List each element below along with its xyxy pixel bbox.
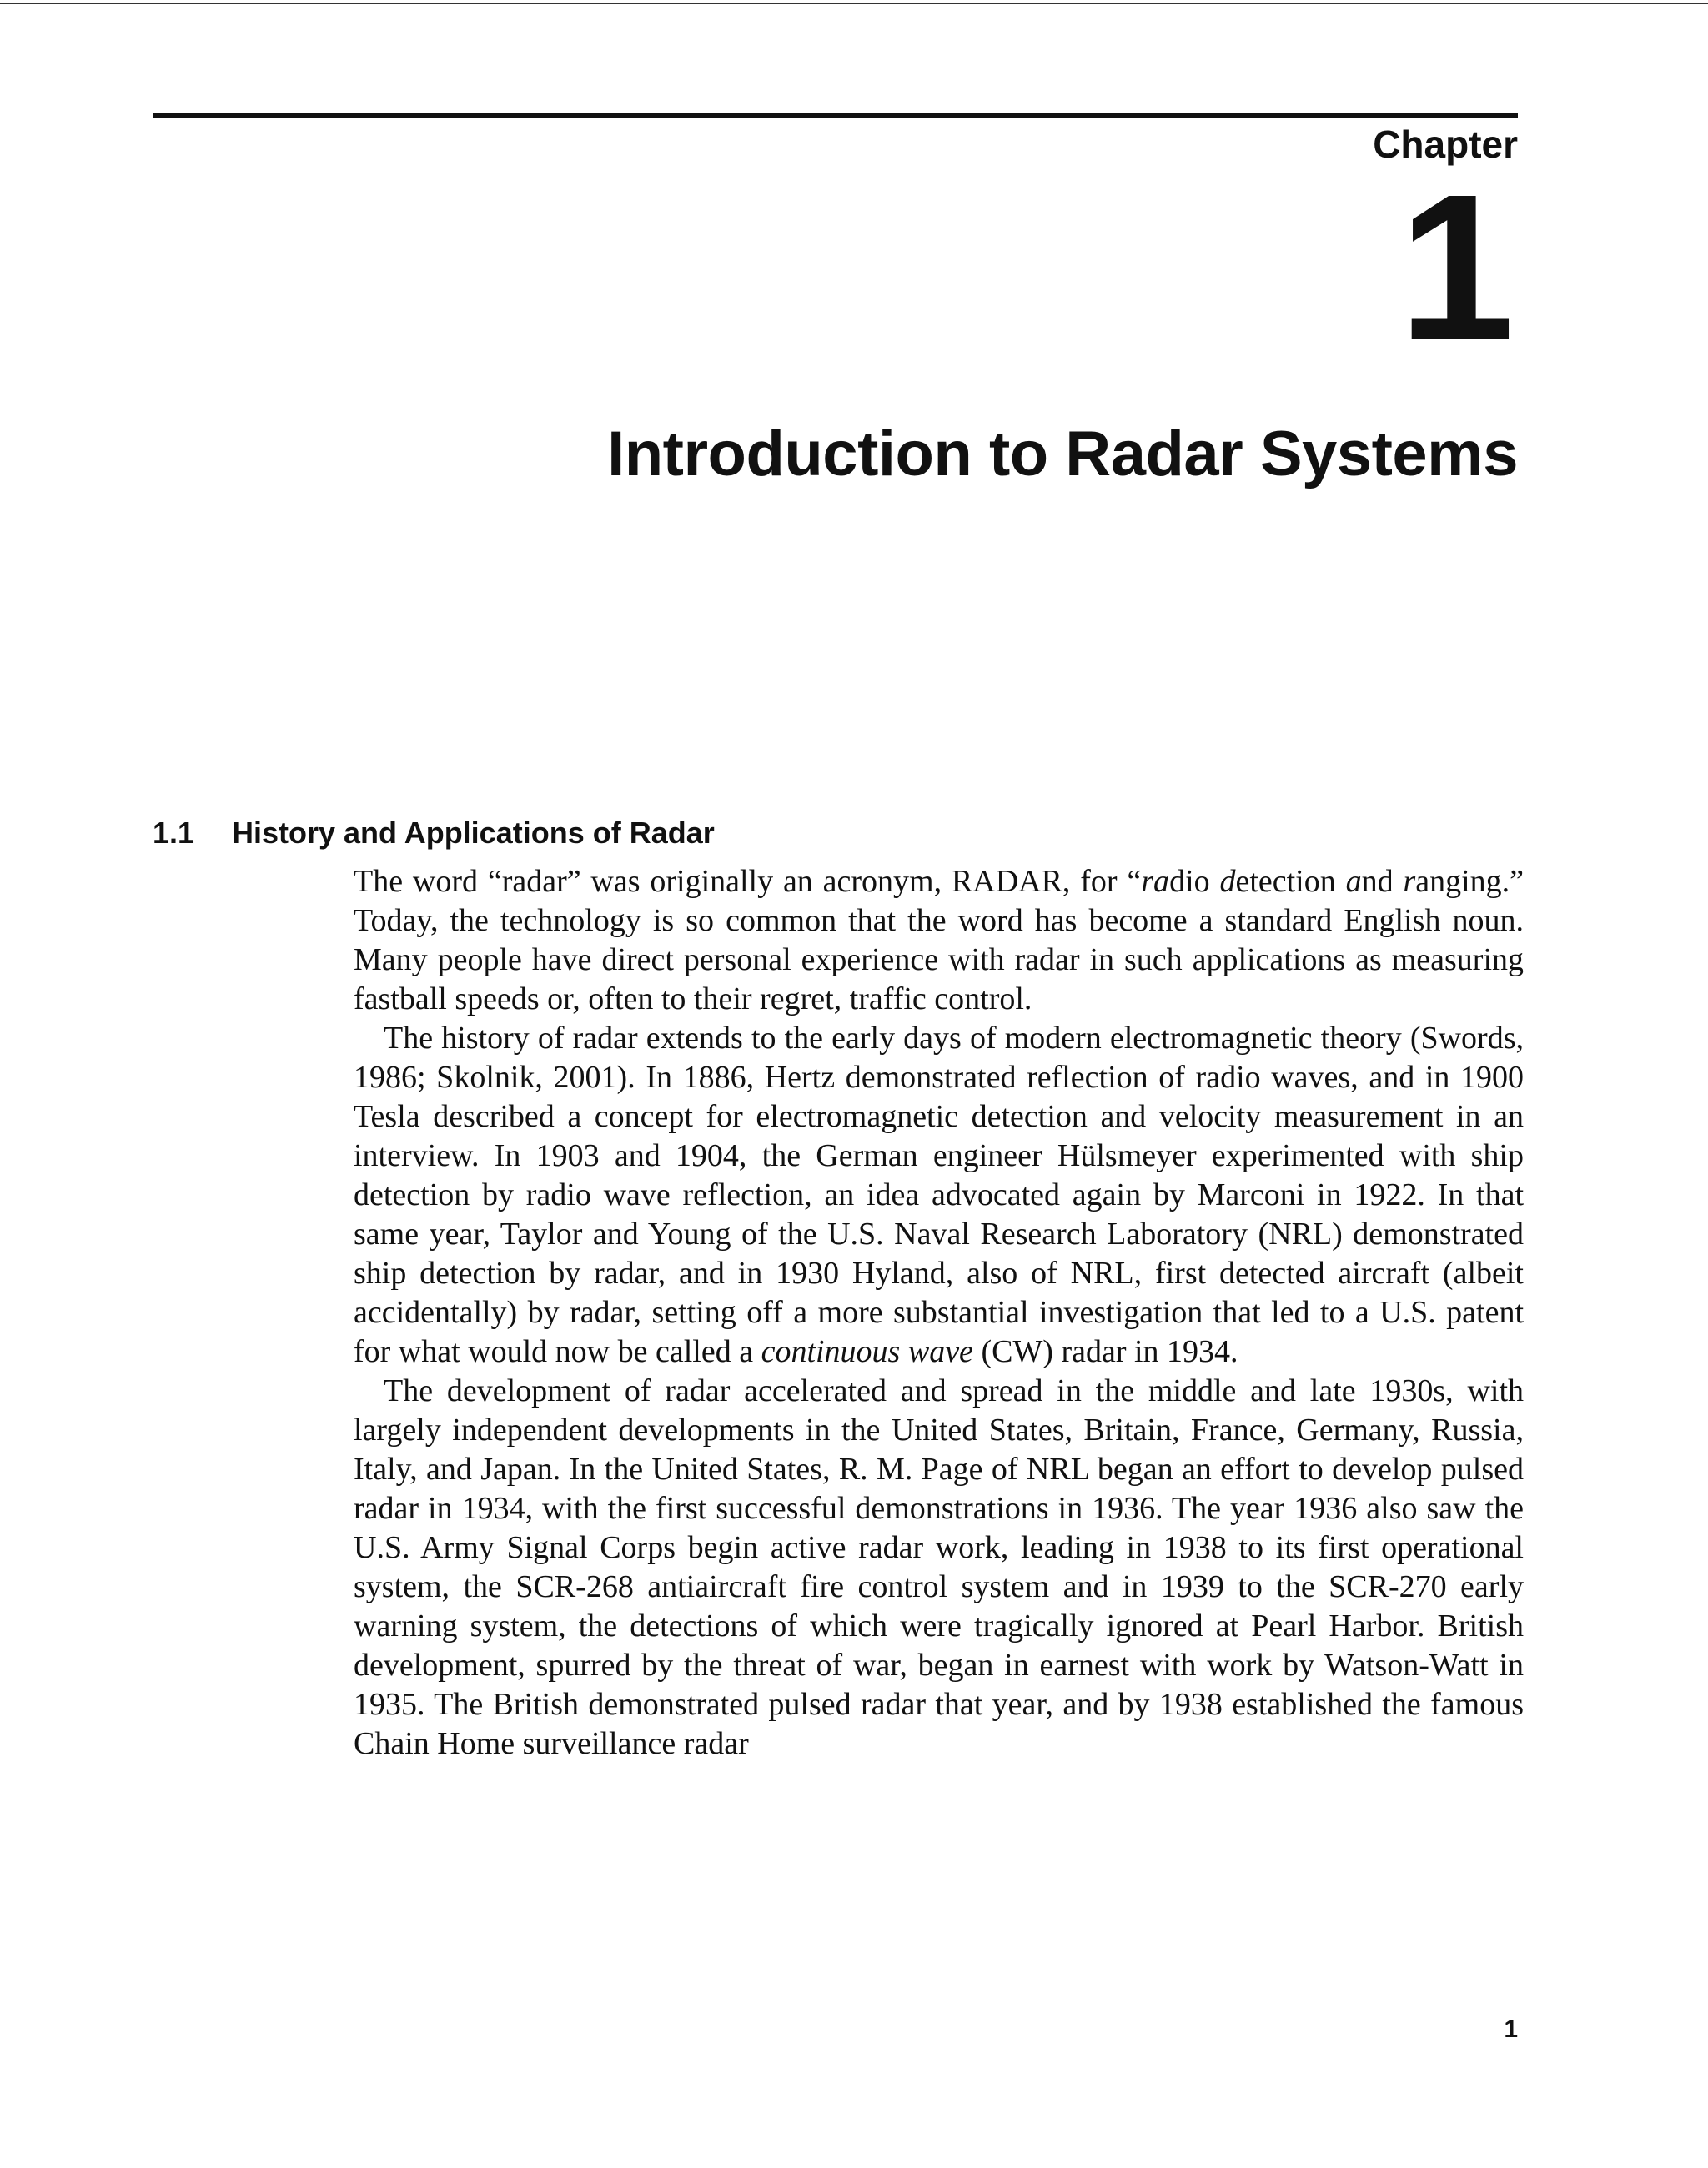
scan-border-line [0,3,1708,4]
section-title: History and Applications of Radar [232,816,715,850]
paragraph-1 [354,862,1524,1019]
paragraph-2 [354,1019,1524,1372]
text-run: dio [1169,864,1220,899]
chapter-number: 1 [1398,151,1515,384]
chapter-rule [153,113,1518,118]
text-run: The history of radar extends to the early days of modern electromagnetic theory (Swords, 1986; Skolnik, 2001). In 1886, Hertz demonstrated reflection of radio waves, and in 1900 Tesla described a concept for electromagnetic detection and velocity measurement in an interview. In 1903 and 1904, the German engineer Hülsmeyer experimented with ship detection by radio wave reflection, an idea advocated again by Marconi in 1922. In that same year, Taylor and Young of the U.S. Naval Research Laboratory (NRL) demonstrated ship detection by radar, and in 1930 Hyland, also of NRL, first detected aircraft (albeit accidentally) by radar, setting off a more substantial investigation that led to a U.S. patent for what would now be called a [354,1021,1524,1369]
text-run: anging.” Today, the technology is so common that the word has become a standard English noun. Many people have direct personal experience with radar in such applications as measuring fastball speeds or, often to their regret, traffic control. [354,864,1524,1016]
body-text [354,862,1524,1764]
italic-run: d [1219,864,1236,899]
italic-run: a [1345,864,1362,899]
section-heading [153,815,715,851]
section-number: 1.1 [153,816,195,850]
italic-run: r [1403,864,1416,899]
chapter-title: Introduction to Radar Systems [607,419,1518,489]
italic-run: continuous wave [761,1334,973,1369]
text-run: (CW) radar in 1934. [972,1334,1238,1369]
text-run: nd [1361,864,1404,899]
chapter-label: Chapter [1373,123,1518,166]
italic-run: ra [1141,864,1170,899]
paragraph-3: The development of radar accelerated and spread in the middle and late 1930s, with largely independent developments in the United States, Britain, France, Germany, Russia, Italy, and Japan. In the United States, R. M. Page of NRL began an effort to develop pulsed radar in 1934, with the first successful demonstrations in 1936. The year 1936 also saw the U.S. Army Signal Corps begin active radar work, leading in 1938 to its first operational system, the SCR-268 antiaircraft fire control system and in 1939 to the SCR-270 early warning system, the detections of which were tragically ignored at Pearl Harbor. British development, spurred by the threat of war, began in earnest with work by Watson-Watt in 1935. The British demonstrated pulsed radar that year, and by 1938 established the famous Chain Home surveillance radar [354,1373,1524,1761]
text-run: The word “radar” was originally an acronym, RADAR, for “ [354,864,1142,899]
page-number: 1 [1504,2015,1518,2043]
text-run: etection [1235,864,1346,899]
